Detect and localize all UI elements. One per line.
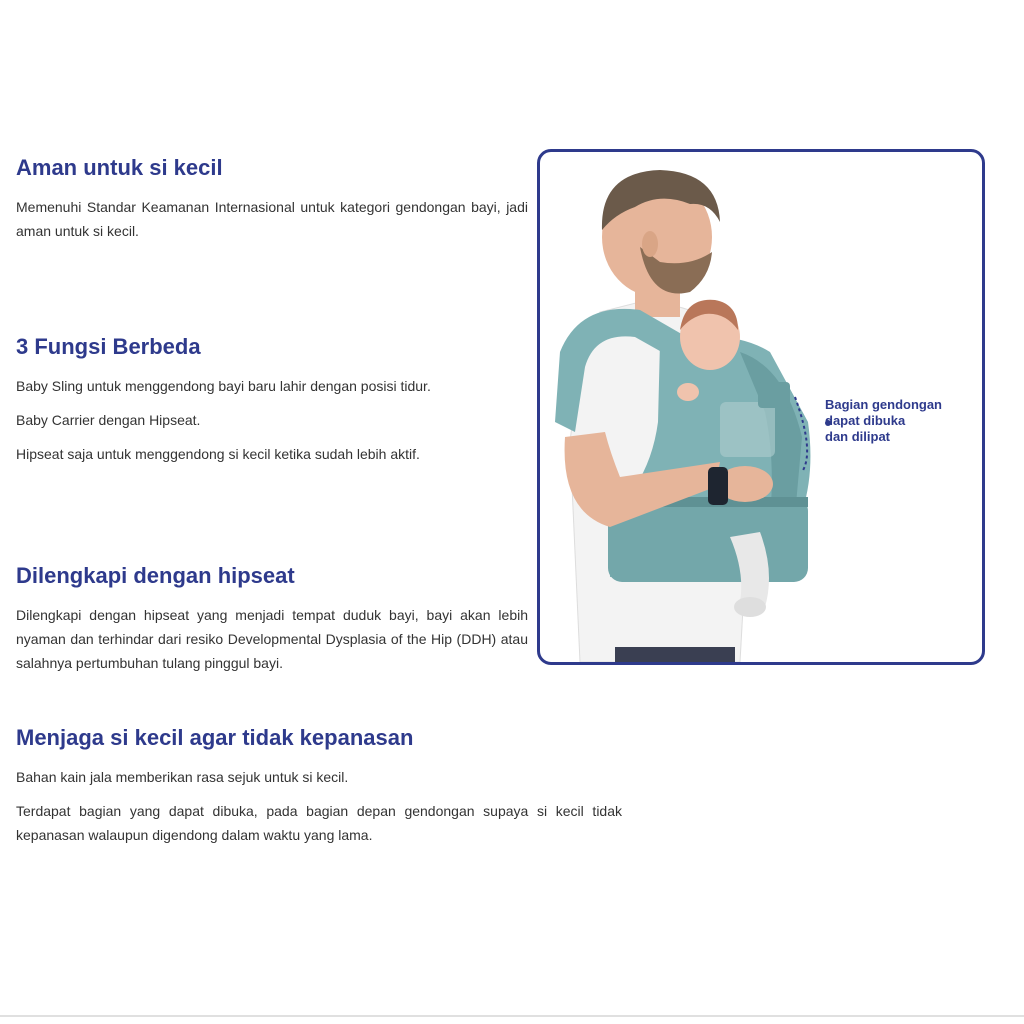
- section-paragraph: Terdapat bagian yang dapat dibuka, pada bagian depan gendongan supaya si kecil tidak kepanasan walaupun digendong dalam waktu yang lama.: [16, 803, 622, 843]
- bottom-divider: [0, 1015, 1024, 1017]
- section-heading: 3 Fungsi Berbeda: [16, 334, 201, 359]
- section-paragraph: Hipseat saja untuk menggendong si kecil ketika sudah lebih aktif.: [16, 446, 420, 462]
- section-paragraph: Bahan kain jala memberikan rasa sejuk untuk si kecil.: [16, 769, 349, 785]
- feature-section-ventilation: [16, 725, 622, 857]
- feature-section-hipseat: [16, 563, 528, 685]
- section-heading: Aman untuk si kecil: [16, 155, 223, 180]
- section-heading: Menjaga si kecil agar tidak kepanasan: [16, 725, 414, 750]
- feature-section-safety: [16, 155, 528, 253]
- section-heading: Dilengkapi dengan hipseat: [16, 563, 295, 588]
- feature-section-functions: [16, 334, 528, 476]
- section-paragraph: Baby Sling untuk menggendong bayi baru lahir dengan posisi tidur.: [16, 378, 431, 394]
- section-paragraph: Baby Carrier dengan Hipseat.: [16, 412, 201, 428]
- section-paragraph: Memenuhi Standar Keamanan Internasional untuk kategori gendongan bayi, jadi aman untuk si kecil.: [16, 199, 528, 239]
- photo-callout-label: Bagian gendongan dapat dibuka dan dilipat: [825, 397, 942, 444]
- section-paragraph: Dilengkapi dengan hipseat yang menjadi tempat duduk bayi, bayi akan lebih nyaman dan terhindar dari resiko Developmental Dysplasia of the Hip (DDH) atau salahnya pertumbuhan tulang pinggul bayi.: [16, 607, 528, 671]
